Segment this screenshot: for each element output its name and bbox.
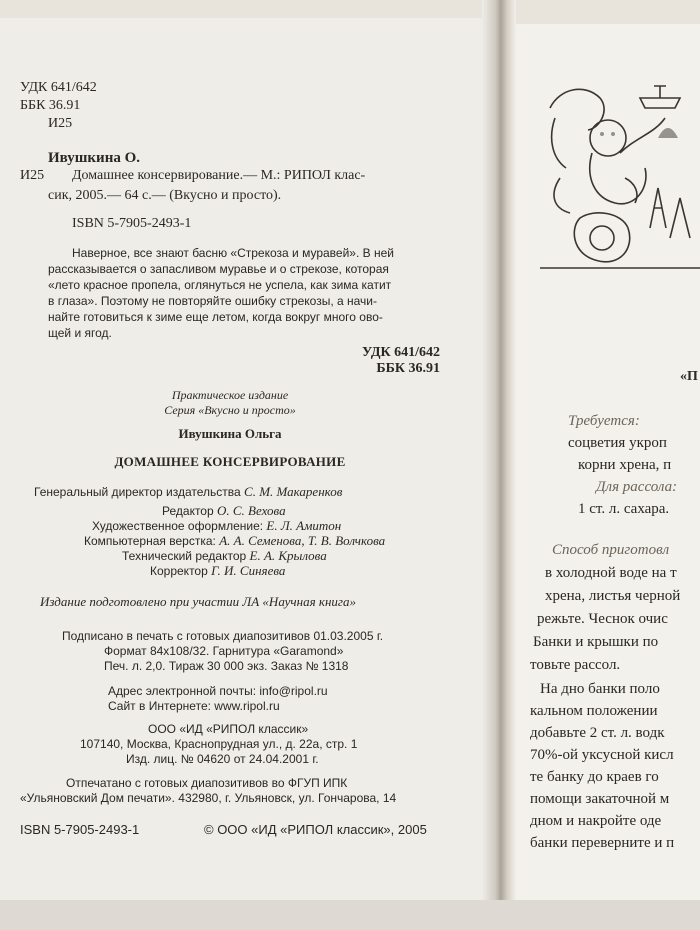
annotation-line: «лето красное пропела, оглянуться не успела, как зима катит [48, 278, 392, 292]
ingredient-line: соцветия укроп [568, 435, 667, 451]
method-line: Банки и крышки по [533, 634, 659, 650]
prepared-note: Издание подготовлено при участии ЛА «Научная книга» [40, 594, 356, 609]
method-line: режьте. Чеснок очис [537, 611, 668, 627]
recipe-title-fragment: «П [680, 369, 698, 384]
method-line: в холодной воде на т [545, 565, 677, 581]
tech-editor-credit: Технический редактор Е. А. Крылова [122, 548, 327, 563]
biblio-line-2: сик, 2005.— 64 с.— (Вкусно и просто). [48, 188, 282, 203]
cherub-illustration [540, 78, 700, 278]
layout-credit: Компьютерная верстка: А. А. Семенова, Т. В. Волчкова [84, 533, 386, 548]
method-line: кальном положении [530, 703, 658, 719]
biblio-line-1: Домашнее консервирование.— М.: РИПОЛ клас- [72, 168, 366, 183]
annotation-line: найте готовиться к зиме еще летом, когда вокруг много ово- [48, 310, 383, 324]
annotation-line: щей и ягод. [48, 326, 112, 340]
method-line: товьте рассол. [530, 657, 621, 673]
method-line: 70%-ой уксусной кисл [530, 747, 674, 763]
method-line: хрена, листья черной [545, 588, 681, 604]
method-line: помощи закаточной м [530, 791, 670, 807]
method-line: те банку до краев го [530, 769, 659, 785]
print-format: Формат 84x108/32. Гарнитура «Garamond» [104, 644, 344, 658]
author-code: И25 [48, 116, 73, 131]
method-line: добавьте 2 ст. л. водк [530, 725, 665, 741]
author-heading: Ивушкина О. [48, 150, 141, 166]
method-line: банки переверните и п [530, 835, 675, 851]
method-heading: Способ приготовл [552, 542, 670, 558]
print-info: Подписано в печать с готовых диапозитивов 01.03.2005 г. [62, 629, 384, 643]
udk-code: УДК 641/642 [20, 80, 97, 95]
annotation-line: Наверное, все знают басню «Стрекоза и муравей». В ней [72, 246, 394, 260]
method-line: На дно банки поло [540, 681, 660, 697]
author-code-2: И25 [20, 168, 45, 183]
edition-type: Практическое издание [171, 388, 289, 402]
copyright-note: © ООО «ИД «РИПОЛ классик», 2005 [204, 822, 427, 837]
printer-info: Отпечатано с готовых диапозитивов во ФГУП ИПК [66, 776, 348, 790]
printer-address: «Ульяновский Дом печати». 432980, г. Ульяновск, ул. Гончарова, 14 [20, 791, 397, 805]
udk-code-bottom: УДК 641/642 [361, 345, 440, 360]
required-label: Требуется: [568, 413, 640, 429]
bbk-code: ББК 36.91 [20, 98, 81, 113]
background-surface [0, 900, 700, 930]
author-full-name: Ивушкина Ольга [178, 426, 282, 441]
director-credit: Генеральный директор издательства С. М. Макаренков [34, 484, 343, 499]
isbn-top: ISBN 5-7905-2493-1 [72, 216, 192, 231]
isbn-bottom: ISBN 5-7905-2493-1 [20, 822, 140, 837]
method-line: дном и накройте оде [530, 813, 662, 829]
series-name: Серия «Вкусно и просто» [164, 403, 296, 417]
website-info: Сайт в Интернете: www.ripol.ru [108, 699, 280, 713]
license-info: Изд. лиц. № 04620 от 24.04.2001 г. [126, 752, 319, 766]
annotation-line: в глаза». Поэтому не повторяйте ошибку стрекозы, а начи- [48, 294, 378, 308]
art-credit: Художественное оформление: Е. Л. Амитон [92, 518, 342, 533]
corrector-credit: Корректор Г. И. Синяева [150, 563, 286, 578]
print-run: Печ. л. 2,0. Тираж 30 000 экз. Заказ № 1318 [104, 659, 349, 673]
bbk-code-bottom: ББК 36.91 [376, 361, 440, 376]
book-gutter [482, 0, 516, 930]
email-info: Адрес электронной почты: info@ripol.ru [108, 684, 328, 698]
ingredient-line: корни хрена, п [578, 457, 672, 473]
publisher-address: 107140, Москва, Краснопрудная ул., д. 22а, стр. 1 [80, 737, 358, 751]
annotation-line: рассказывается о запасливом муравье и о стрекозе, которая [48, 262, 389, 276]
ingredient-line: 1 ст. л. сахара. [578, 501, 670, 517]
brine-label: Для рассола: [596, 479, 678, 495]
book-title: ДОМАШНЕЕ КОНСЕРВИРОВАНИЕ [114, 454, 346, 469]
publisher-name: ООО «ИД «РИПОЛ классик» [148, 722, 309, 736]
editor-credit: Редактор О. С. Вехова [162, 503, 286, 518]
